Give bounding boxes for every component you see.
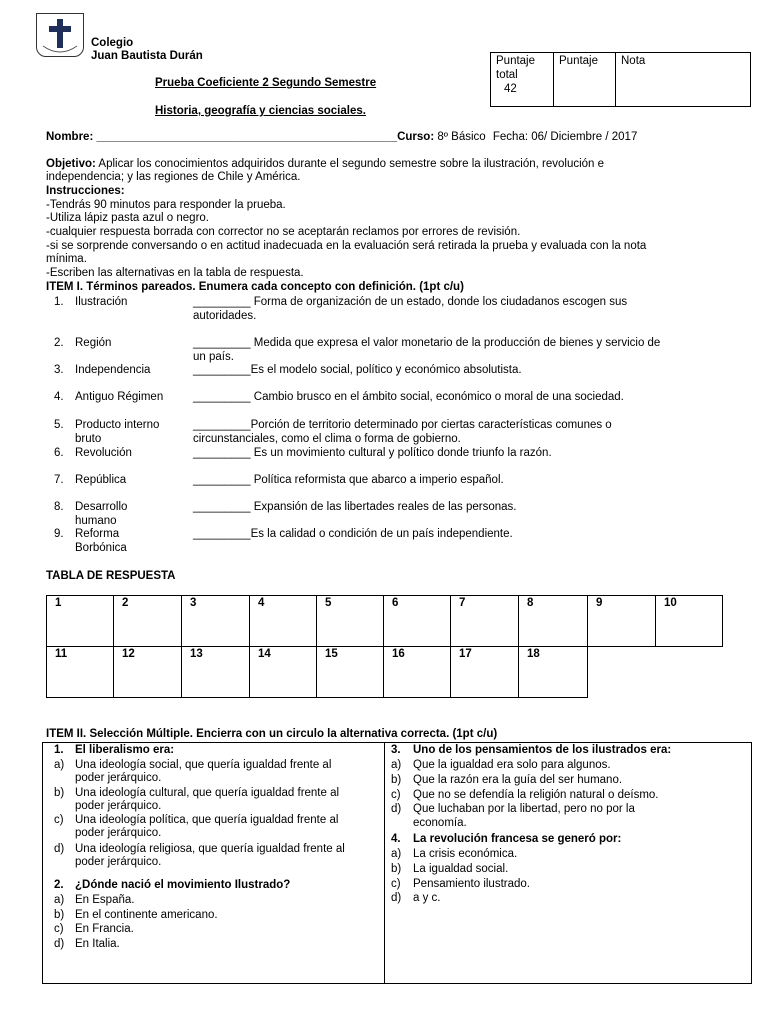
answer-cell-number: 2 [122, 597, 129, 609]
answer-cell[interactable] [316, 595, 384, 647]
answer-cell[interactable] [383, 646, 451, 698]
grade-cell [616, 53, 750, 106]
question-text: La revolución francesa se generó por: [413, 833, 622, 845]
option-marker: d) [54, 938, 65, 950]
question-number: 2. [54, 879, 64, 891]
term-label: Ilustración [75, 296, 128, 308]
option-marker: d) [391, 803, 402, 815]
question-text: ¿Dónde nació el movimiento Ilustrado? [75, 879, 291, 891]
term-label: República [75, 474, 127, 486]
objective-line2: independencia; y las regiones de Chile y América. [46, 171, 301, 183]
definition-text: Política reformista que abarco a imperio español. [250, 474, 504, 486]
answer-blank: _________ [193, 296, 251, 308]
option-marker: c) [54, 923, 64, 935]
score-box [490, 52, 751, 107]
definition-line [193, 447, 552, 461]
definition-line [193, 419, 612, 433]
option-marker: b) [54, 909, 65, 921]
instruction-2: -Utiliza lápiz pasta azul o negro. [46, 212, 209, 224]
term-number: 8. [54, 501, 64, 513]
instructions-title: Instrucciones: [46, 185, 125, 197]
student-info-line [46, 131, 637, 145]
option-marker: b) [391, 863, 402, 875]
instruction-3: -cualquier respuesta borrada con corrector no se aceptarán reclamos por errores de revisión. [46, 226, 521, 238]
answer-cell[interactable] [655, 595, 723, 647]
answer-blank: _________ [193, 337, 251, 349]
column-divider [384, 742, 385, 984]
term-label: Antiguo Régimen [75, 391, 164, 403]
definition-line [193, 501, 517, 515]
option-text[interactable]: La igualdad social. [413, 863, 509, 875]
name-label: Nombre: [46, 131, 94, 143]
objective-line1 [46, 158, 604, 172]
option-text[interactable]: En España. [75, 894, 135, 906]
total-score-label-2: total [496, 69, 518, 81]
answer-cell-number: 5 [325, 597, 332, 609]
question-number: 3. [391, 744, 401, 756]
definition-line [193, 364, 522, 378]
term-label-cont: Borbónica [75, 542, 127, 554]
subject-title: Historia, geografía y ciencias sociales. [155, 105, 366, 117]
term-number: 7. [54, 474, 64, 486]
instruction-4b: mínima. [46, 253, 87, 265]
definition-text-cont: circunstanciales, como el clima o forma de gobierno. [193, 433, 461, 445]
option-text[interactable]: Que la igualdad era solo para algunos. [413, 759, 611, 771]
definition-text-cont: autoridades. [193, 310, 257, 322]
option-marker: c) [391, 878, 401, 890]
course-value: 8º Básico [437, 131, 486, 143]
answer-cell[interactable] [46, 595, 114, 647]
answer-cell[interactable] [450, 595, 519, 647]
option-text[interactable]: Que luchaban por la libertad, pero no por la [413, 803, 635, 815]
answer-cell[interactable] [181, 595, 250, 647]
term-label: Independencia [75, 364, 151, 376]
definition-text: Es el modelo social, político y económico absolutista. [250, 364, 522, 376]
option-marker: b) [391, 774, 402, 786]
option-text[interactable]: Que la razón era la guía del ser humano. [413, 774, 623, 786]
term-number: 5. [54, 419, 64, 431]
definition-line [193, 391, 624, 405]
answer-cell-number: 14 [258, 648, 271, 660]
school-line1: Colegio [91, 37, 134, 49]
answer-cell-number: 9 [596, 597, 603, 609]
option-text-cont: economía. [413, 817, 467, 829]
score-cell [554, 53, 616, 106]
option-marker: b) [54, 787, 65, 799]
option-text-cont: poder jerárquico. [75, 856, 162, 868]
option-marker: a) [54, 894, 65, 906]
definition-line [193, 474, 504, 488]
answer-cell-number: 15 [325, 648, 338, 660]
option-text[interactable]: En Italia. [75, 938, 120, 950]
option-text-cont: poder jerárquico. [75, 827, 162, 839]
term-number: 2. [54, 337, 64, 349]
term-number: 4. [54, 391, 64, 403]
answer-cell-number: 4 [258, 597, 265, 609]
instruction-4: -si se sorprende conversando o en actitud inadecuada en la evaluación será retirada la prueba y evaluada con la nota [46, 240, 647, 252]
definition-text-cont: un país. [193, 351, 234, 363]
answer-cell[interactable] [46, 646, 114, 698]
answer-blank: _________ [193, 474, 251, 486]
answer-cell[interactable] [249, 595, 317, 647]
definition-line [193, 296, 627, 310]
option-marker: c) [391, 789, 401, 801]
definition-text: Es la calidad o condición de un país independiente. [250, 528, 513, 540]
test-title: Prueba Coeficiente 2 Segundo Semestre [155, 77, 377, 89]
definition-text: Porción de territorio determinado por ciertas características comunes o [250, 419, 612, 431]
answer-cell[interactable] [113, 646, 182, 698]
answer-cell[interactable] [518, 595, 588, 647]
question-number: 1. [54, 744, 64, 756]
answer-blank: _________ [193, 364, 251, 376]
answer-cell-number: 11 [55, 648, 68, 660]
answer-cell[interactable] [383, 595, 451, 647]
instruction-5: -Escriben las alternativas en la tabla de respuesta. [46, 267, 304, 279]
term-label-cont: bruto [75, 433, 102, 445]
option-text[interactable]: Pensamiento ilustrado. [413, 878, 530, 890]
question-text: Uno de los pensamientos de los ilustrados era: [413, 744, 672, 756]
answer-cell-number: 16 [392, 648, 405, 660]
term-number: 9. [54, 528, 64, 540]
answer-cell-number: 17 [459, 648, 472, 660]
term-label: Desarrollo [75, 501, 128, 513]
answer-cell-number: 1 [55, 597, 62, 609]
answer-cell[interactable] [316, 646, 384, 698]
definition-line [193, 528, 513, 542]
term-label: Reforma [75, 528, 120, 540]
option-marker: d) [54, 843, 65, 855]
school-logo [36, 13, 84, 57]
option-marker: c) [54, 814, 64, 826]
definition-text: Medida que expresa el valor monetario de la producción de bienes y servicio de [250, 337, 661, 349]
option-text[interactable]: Una ideología social, que quería igualdad frente al [75, 759, 332, 771]
term-number: 1. [54, 296, 64, 308]
option-marker: a) [391, 848, 402, 860]
option-text[interactable]: a y c. [413, 892, 441, 904]
option-text-cont: poder jerárquico. [75, 800, 162, 812]
answer-blank: _________ [193, 447, 251, 459]
question-text: El liberalismo era: [75, 744, 175, 756]
option-marker: d) [391, 892, 402, 904]
answer-blank: _________ [193, 528, 251, 540]
term-number: 3. [54, 364, 64, 376]
objective-text-1: Aplicar los conocimientos adquiridos durante el segundo semestre sobre la ilustración, revolución e [95, 158, 605, 170]
answer-cell[interactable] [181, 646, 250, 698]
term-number: 6. [54, 447, 64, 459]
answer-cell-number: 6 [392, 597, 399, 609]
option-text[interactable]: En Francia. [75, 923, 134, 935]
score-label: Puntaje [559, 55, 599, 67]
total-score-label-1: Puntaje [496, 55, 536, 67]
answer-blank: _________ [193, 419, 251, 431]
answer-table-title: TABLA DE RESPUESTA [46, 570, 176, 582]
option-marker: a) [391, 759, 402, 771]
question-number: 4. [391, 833, 401, 845]
answer-cell[interactable] [113, 595, 182, 647]
item1-title: ITEM I. Términos pareados. Enumera cada concepto con definición. (1pt c/u) [46, 281, 464, 293]
term-label-cont: humano [75, 515, 117, 527]
term-label: Revolución [75, 447, 132, 459]
option-text[interactable]: Una ideología religiosa, que quería igualdad frente al [75, 843, 345, 855]
definition-line [193, 337, 660, 351]
option-text[interactable]: Que no se defendía la religión natural o deísmo. [413, 789, 659, 801]
answer-blank: _________ [193, 391, 251, 403]
option-text[interactable]: En el continente americano. [75, 909, 218, 921]
definition-text: Expansión de las libertades reales de las personas. [250, 501, 517, 513]
option-marker: a) [54, 759, 65, 771]
course-label: Curso: [397, 131, 435, 143]
total-score-cell [491, 53, 554, 106]
date-label: Fecha: 06/ Diciembre / 2017 [492, 131, 638, 143]
answer-blank: _________ [193, 501, 251, 513]
school-line2: Juan Bautista Durán [91, 50, 203, 62]
answer-cell[interactable] [450, 646, 519, 698]
answer-cell-number: 10 [664, 597, 677, 609]
total-score-value: 42 [504, 83, 517, 95]
answer-cell[interactable] [587, 595, 656, 647]
option-text-cont: poder jerárquico. [75, 772, 162, 784]
item2-title: ITEM II. Selección Múltiple. Encierra con un circulo la alternativa correcta. (1pt c/u) [46, 728, 498, 740]
name-blank: _______________________________________________ [96, 131, 398, 143]
answer-cell-number: 12 [122, 648, 135, 660]
definition-text: Cambio brusco en el ámbito social, económico o moral de una sociedad. [250, 391, 624, 403]
term-label: Región [75, 337, 112, 349]
answer-cell-number: 18 [527, 648, 540, 660]
objective-label: Objetivo: [46, 158, 96, 170]
answer-cell-number: 3 [190, 597, 197, 609]
answer-cell[interactable] [518, 646, 588, 698]
option-text[interactable]: Una ideología cultural, que quería igualdad frente al [75, 787, 340, 799]
answer-cell-number: 8 [527, 597, 534, 609]
answer-cell-number: 7 [459, 597, 466, 609]
instruction-1: -Tendrás 90 minutos para responder la prueba. [46, 199, 286, 211]
grade-label: Nota [621, 55, 646, 67]
definition-text: Es un movimiento cultural y político donde triunfo la razón. [250, 447, 552, 459]
definition-text: Forma de organización de un estado, donde los ciudadanos escogen sus [250, 296, 628, 308]
answer-cell-number: 13 [190, 648, 203, 660]
option-text[interactable]: La crisis económica. [413, 848, 518, 860]
answer-cell[interactable] [249, 646, 317, 698]
term-label: Producto interno [75, 419, 160, 431]
option-text[interactable]: Una ideología política, que quería igualdad frente al [75, 814, 339, 826]
